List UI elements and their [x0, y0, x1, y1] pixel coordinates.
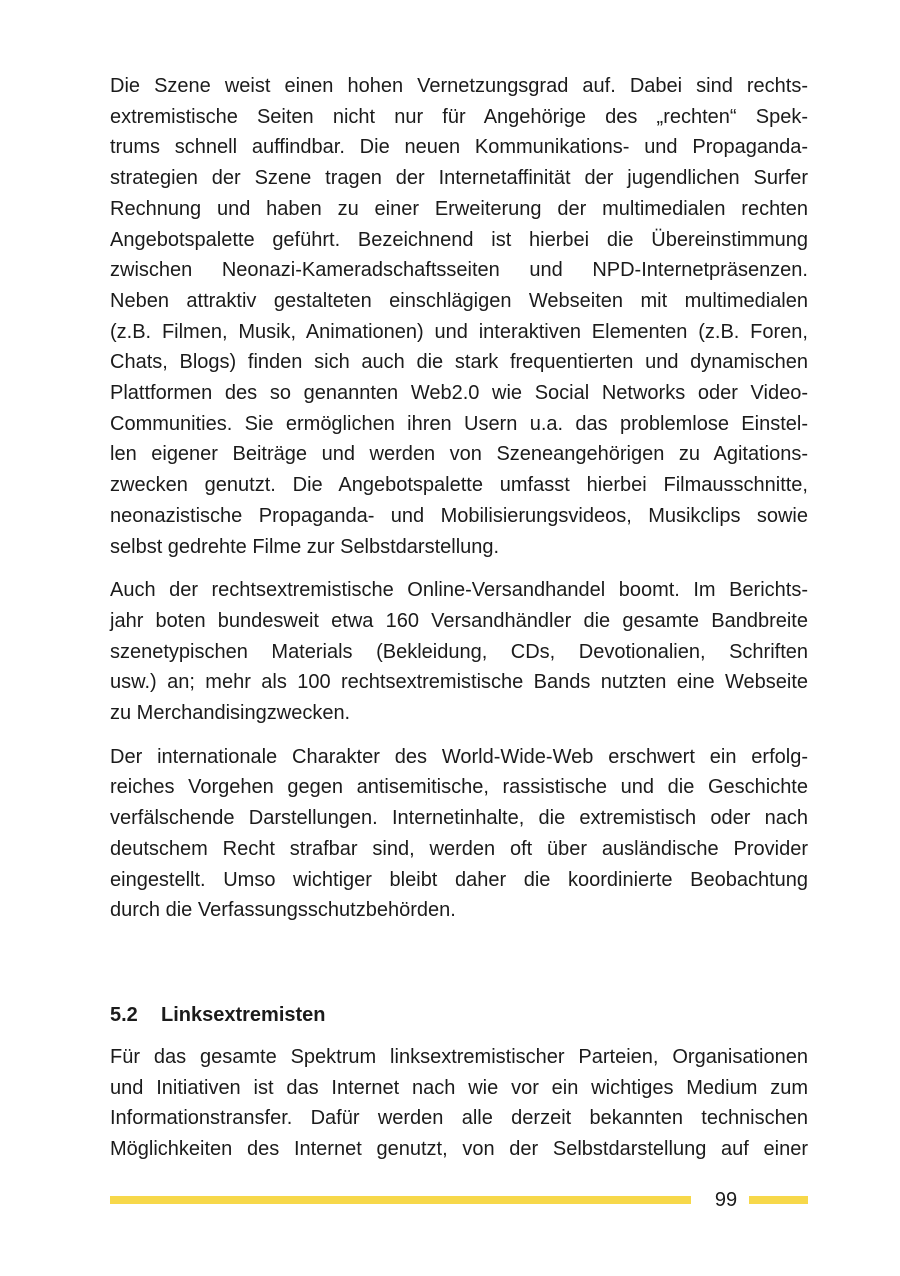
- text-line: Für das gesamte Spektrum linksextremistischer Parteien, Organisationen: [110, 1045, 808, 1068]
- text-line: Auch der rechtsextremistische Online-Versandhandel boomt. Im Berichts-: [110, 579, 808, 602]
- text-line: Rechnung und haben zu einer Erweiterung der multimedialen rechten: [110, 197, 808, 220]
- text-line: neonazistische Propaganda- und Mobilisierungsvideos, Musikclips sowie: [110, 504, 808, 527]
- text-line: Angebotspalette geführt. Bezeichnend ist hierbei die Übereinstimmung: [110, 228, 808, 251]
- text-line: trums schnell auffindbar. Die neuen Kommunikations- und Propaganda-: [110, 136, 808, 159]
- text-line: strategien der Szene tragen der Internetaffinität der jugendlichen Surfer: [110, 167, 808, 190]
- heading-spacer: [110, 1030, 808, 1042]
- section-title: Linksextremisten: [161, 1003, 326, 1026]
- text-line: szenetypischen Materials (Bekleidung, CDs, Devotionalien, Schriften: [110, 640, 808, 663]
- text-line: Chats, Blogs) finden sich auch die stark frequentierten und dynamischen: [110, 351, 808, 374]
- page-footer: [110, 1186, 808, 1216]
- footer-rule-right: [749, 1196, 808, 1204]
- text-line: Neben attraktiv gestalteten einschlägigen Webseiten mit multimedialen: [110, 289, 808, 312]
- paragraph-left-extremism: [110, 1042, 808, 1165]
- text-line: Der internationale Charakter des World-Wide-Web erschwert ein erfolg-: [110, 745, 808, 768]
- text-line: Plattformen des so genannten Web2.0 wie Social Networks oder Video-: [110, 382, 808, 405]
- text-line: zwischen Neonazi-Kameradschaftsseiten und NPD-Internetpräsenzen.: [110, 259, 808, 282]
- text-line: (z.B. Filmen, Musik, Animationen) und interaktiven Elementen (z.B. Foren,: [110, 320, 808, 343]
- paragraph-spacer: [110, 562, 808, 575]
- text-line: reiches Vorgehen gegen antisemitische, rassistische und die Geschichte: [110, 776, 808, 799]
- text-line: Informationstransfer. Dafür werden alle derzeit bekannten technischen: [110, 1107, 808, 1130]
- text-line: verfälschende Darstellungen. Internetinhalte, die extremistisch oder nach: [110, 807, 808, 830]
- text-line: Communities. Sie ermöglichen ihren Usern u.a. das problemlose Einstel-: [110, 412, 808, 435]
- paragraph-online-shops: [110, 575, 808, 729]
- text-line: und Initiativen ist das Internet nach wie vor ein wichtiges Medium zum: [110, 1076, 808, 1099]
- text-line: zu Merchandisingzwecken.: [110, 702, 351, 725]
- text-line: deutschem Recht strafbar sind, werden oft über ausländische Provider: [110, 837, 808, 860]
- text-line: len eigener Beiträge und werden von Szeneangehörigen zu Agitations-: [110, 443, 808, 466]
- paragraph-international: [110, 742, 808, 926]
- section-heading: [110, 1000, 808, 1030]
- text-line: usw.) an; mehr als 100 rechtsextremistische Bands nutzten eine Webseite: [110, 671, 808, 694]
- text-line: jahr boten bundesweit etwa 160 Versandhändler die gesamte Bandbreite: [110, 609, 808, 632]
- text-line: eingestellt. Umso wichtiger bleibt daher die koordinierte Beobachtung: [110, 868, 808, 891]
- text-line: selbst gedrehte Filme zur Selbstdarstellung.: [110, 535, 500, 558]
- text-line: Die Szene weist einen hohen Vernetzungsgrad auf. Dabei sind rechts-: [110, 75, 808, 97]
- text-line: durch die Verfassungsschutzbehörden.: [110, 899, 456, 922]
- footer-rule-left: [110, 1196, 691, 1204]
- section-number: 5.2: [110, 1003, 138, 1026]
- paragraph-spacer: [110, 729, 808, 742]
- text-line: zwecken genutzt. Die Angebotspalette umfasst hierbei Filmausschnitte,: [110, 474, 808, 497]
- text-line: extremistische Seiten nicht nur für Angehörige des „rechten“ Spek-: [110, 105, 808, 128]
- section-spacer: [110, 926, 808, 1000]
- page-number: 99: [714, 1189, 738, 1211]
- text-line: Möglichkeiten des Internet genutzt, von der Selbstdarstellung auf einer: [110, 1138, 808, 1161]
- page-content: [110, 71, 808, 1165]
- paragraph-online-scene: [110, 71, 808, 562]
